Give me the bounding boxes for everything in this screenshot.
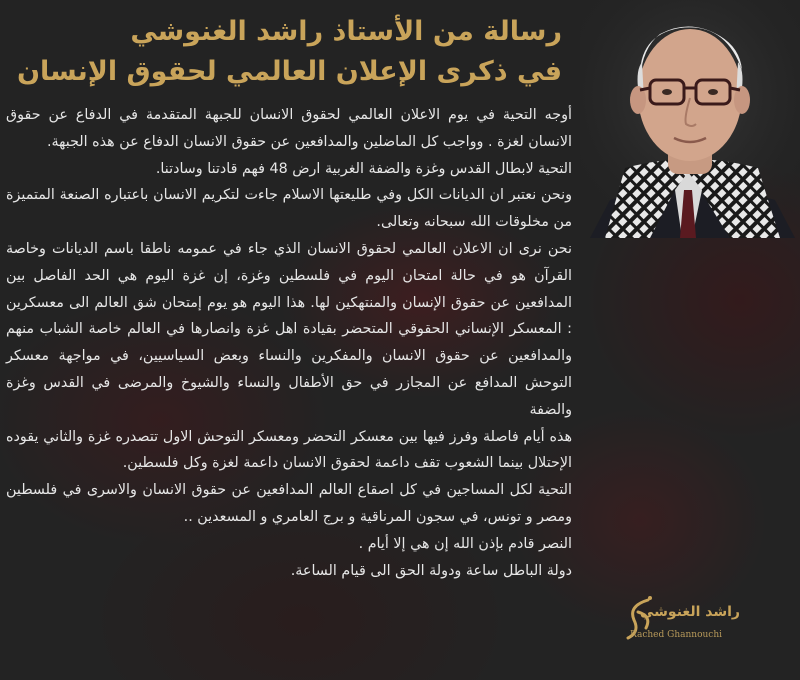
message-body xyxy=(6,102,572,584)
paragraph: دولة الباطل ساعة ودولة الحق الى قيام الساعة. xyxy=(290,562,572,579)
signature xyxy=(608,592,788,662)
title-line-1: رسالة من الأستاذ راشد الغنوشي xyxy=(130,16,562,47)
signature-arabic-name: راشد الغنوشي xyxy=(640,604,740,620)
page-title xyxy=(16,12,562,92)
paragraph: هذه أيام فاصلة وفرز فيها بين معسكر التحضر ومعسكر التوحش الاول تتصدره غزة والثاني يقوده الإحتلال بينما الشعوب تقف داعمة لحقوق الانسان داعمة لغزة وكل فلسطين. xyxy=(6,428,572,472)
paragraph: التحية لابطال القدس وغزة والضفة الغربية ارض 48 فهم قادتنا وسادتنا. xyxy=(155,160,572,177)
paragraph: التحية لكل المساجين في كل اصقاع العالم المدافعين عن حقوق الانسان والاسرى في فلسطين ومصر و تونس، في سجون المرناقية و برج العامري و المسعدين .. xyxy=(6,482,572,525)
paragraph: نحن نرى ان الاعلان العالمي لحقوق الانسان الذي جاء في عمومه ناطقا باسم الديانات وخاصة القرآن هو في حالة امتحان اليوم في فلسطين وغزة، إن غزة اليوم هي الحد الفاصل بين المدافعين عن حقوق الإنسان والمنتهكين لها. هذا اليوم هو يوم إمتحان شق العالم الى معسكرين : المعسكر الإنساني الحقوقي المتحضر بقيادة اهل غزة وانصارها في العالم خاصة الشباب منهم والمدافعين عن حقوق الانسان والمفكرين والنساء وبعض السياسيين، في مواجهة معسكر التوحش المدافع عن المجازر في حق الأطفال والنساء والشيوخ والمرضى في القدس وغزة والضفة xyxy=(6,240,572,418)
paragraph: ونحن نعتبر ان الديانات الكل وفي طليعتها الاسلام جاءت لتكريم الانسان باعتباره الصنعة المتميزة من مخلوقات الله سبحانه وتعالى. xyxy=(6,187,572,231)
paragraph: النصر قادم بإذن الله إن هي إلا أيام . xyxy=(358,535,572,552)
signature-latin-name: Rached Ghannouchi xyxy=(630,630,723,640)
portrait-photo xyxy=(580,0,800,238)
title-line-2: في ذكرى الإعلان العالمي لحقوق الإنسان xyxy=(16,56,562,87)
paragraph: أوجه التحية في يوم الاعلان العالمي لحقوق الانسان للجبهة المتقدمة في الدفاع عن حقوق الانسان لغزة . وواجب كل الماضلين والمدافعين عن حقوق الانسان الدفاع عن هذه الجبهة. xyxy=(6,107,572,150)
